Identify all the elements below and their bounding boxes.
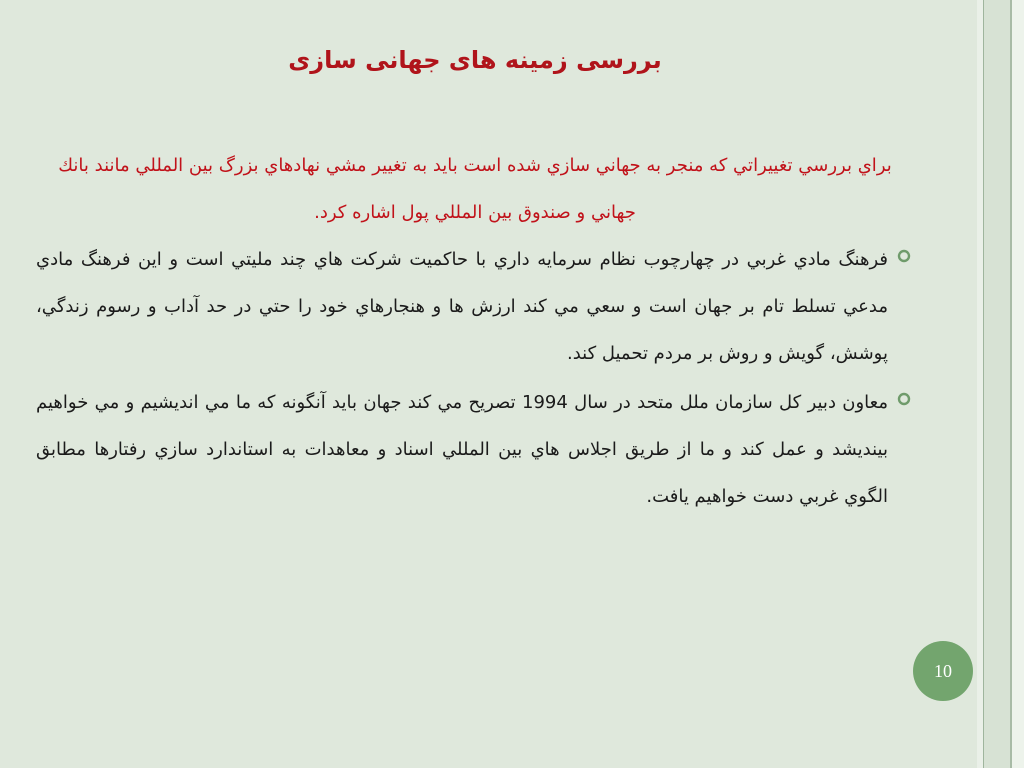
bullet-text: معاون دبير كل سازمان ملل متحد در سال 1994 تصريح مي كند جهان بايد آنگونه كه ما مي انديشيم و مي خواهيم بينديشد و عمل كند و ما از طريق اجلاس هاي بين المللي اسناد و معاهدات به استاندارد سازي رفتارها مطابق الگوي غربي دست خواهيم يافت.: [36, 392, 888, 507]
bullet-item: [36, 379, 912, 520]
bullet-item: [36, 236, 912, 377]
intro-paragraph: براي بررسي تغييراتي كه منجر به جهاني سازي شده است بايد به تغيير مشي نهادهاي بزرگ بين المللي مانند بانك جهاني و صندوق بين المللي پول اشاره كرد.: [58, 155, 892, 223]
hollow-circle-bullet-icon: [896, 248, 912, 264]
right-edge-strip-outer: [1012, 0, 1024, 768]
bullet-text: فرهنگ مادي غربي در چهارچوب نظام سرمايه داري با حاكميت شركت هاي چند مليتي است و اين فرهنگ مادي مدعي تسلط تام بر جهان است و سعي مي كند ارزش ها و هنجارهاي خود را حتي در حد آداب و رسوم زندگي، پوشش، گويش و روش بر مردم تحميل كند.: [36, 249, 888, 364]
hollow-circle-bullet-icon: [896, 391, 912, 407]
page-number-badge: [913, 641, 973, 701]
slide-title: بررسی زمینه های جهانی سازی: [288, 46, 662, 74]
right-edge-strip-mid: [984, 0, 1010, 768]
page-number-label: 10: [934, 661, 952, 681]
